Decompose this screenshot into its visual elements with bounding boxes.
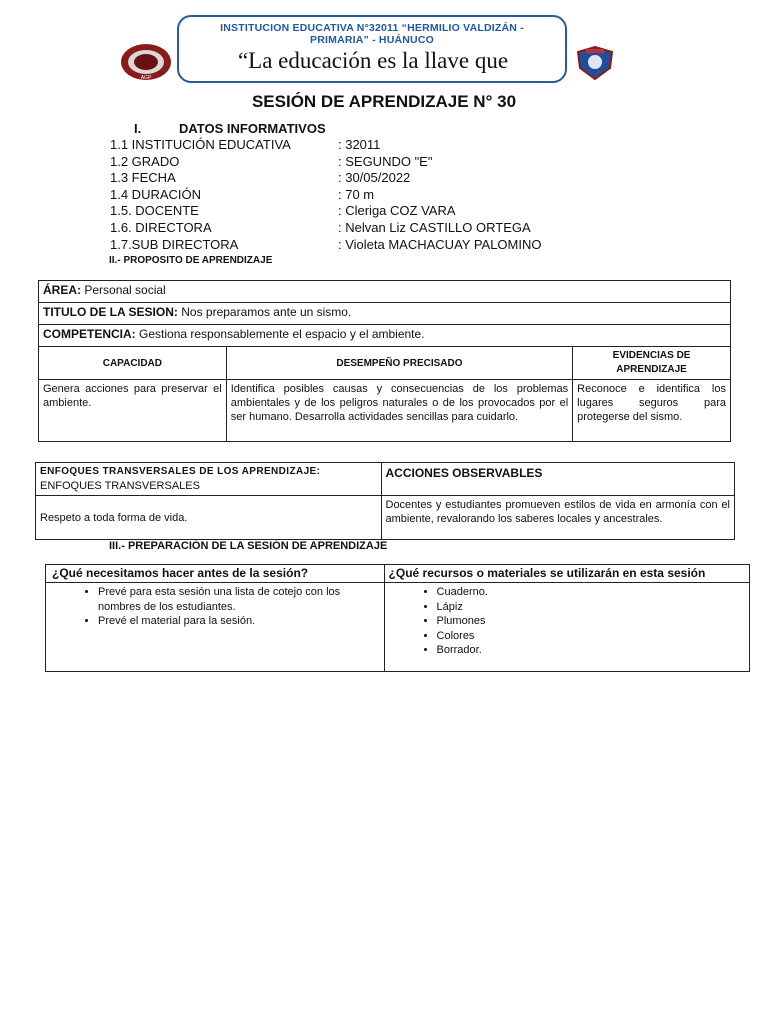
datos-value-3: : 30/05/2022 — [338, 170, 411, 186]
competencia-value: Gestiona responsablemente el espacio y el ambiente. — [139, 327, 425, 341]
enfoques-col1-line1: ENFOQUES TRANSVERSALES DE LOS APRENDIZAJE: — [40, 466, 321, 477]
competencia-label: COMPETENCIA: — [43, 327, 136, 341]
datos-value-5: : Cleriga COZ VARA — [338, 203, 456, 219]
left-school-logo — [120, 42, 172, 87]
area-value: Personal social — [84, 283, 166, 297]
datos-label-5: 1.5. DOCENTE — [110, 203, 199, 219]
antes-cell — [46, 583, 385, 672]
enfoques-col1-header — [36, 463, 382, 496]
titulo-row — [39, 303, 731, 325]
recurso-item: • Lápiz — [437, 600, 745, 615]
recursos-list — [385, 585, 745, 658]
datos-value-7: : Violeta MACHACUAY PALOMINO — [338, 236, 542, 252]
recurso-item: • Cuaderno. — [437, 585, 745, 600]
svg-text:AGP: AGP — [140, 75, 152, 81]
enfoques-col2-header: ACCIONES OBSERVABLES — [381, 463, 735, 496]
datos-label-2: 1.2 GRADO — [110, 153, 180, 169]
accion-cell: Docentes y estudiantes promueven estilos de vida en armonía con el ambiente, revalorando los saberes locales y ancestrales. — [381, 496, 735, 540]
recurso-item: • Colores — [437, 629, 745, 644]
preparacion-col2-header: ¿Qué recursos o materiales se utilizarán en esta sesión — [384, 565, 749, 583]
col-evidencias: EVIDENCIAS DE APRENDIZAJE — [573, 347, 731, 380]
capacidad-cell: Genera acciones para preservar el ambiente. — [39, 380, 227, 442]
recursos-cell — [384, 583, 749, 672]
datos-label-1: 1.1 INSTITUCIÓN EDUCATIVA — [110, 137, 291, 152]
datos-value-4: : 70 m — [338, 186, 375, 202]
datos-values — [338, 137, 542, 253]
area-row — [39, 281, 731, 303]
proposito-heading: II.- PROPOSITO DE APRENDIZAJE — [109, 255, 273, 266]
evidencias-cell: Reconoce e identifica los lugares seguros para protegerse del sismo. — [573, 380, 731, 442]
recurso-item: • Borrador. — [437, 643, 745, 658]
col-desempeno: DESEMPEÑO PRECISADO — [226, 347, 572, 380]
antes-item: • Prevé el material para la sesión. — [98, 614, 380, 629]
datos-value-6: : Nelvan Liz CASTILLO ORTEGA — [338, 219, 531, 235]
antes-item: • Prevé para esta sesión una lista de cotejo con los nombres de los estudiantes. — [98, 585, 380, 614]
school-name-line-2: PRIMARIA” - HUÁNUCO — [310, 34, 434, 46]
right-school-logo — [576, 46, 614, 85]
enfoques-col1-line2: ENFOQUES TRANSVERSALES — [40, 480, 200, 492]
proposito-table — [38, 280, 731, 442]
enfoque-cell: Respeto a toda forma de vida. — [36, 496, 382, 540]
datos-label-7: 1.7.SUB DIRECTORA — [110, 236, 239, 252]
preparacion-table — [45, 564, 750, 672]
datos-label-3: 1.3 FECHA — [110, 170, 176, 186]
datos-list — [110, 137, 291, 253]
preparacion-heading: III.- PREPARACIÓN DE LA SESIÓN DE APRENDIZAJE — [109, 540, 388, 552]
datos-value-2: : SEGUNDO "E" — [338, 153, 433, 169]
competencia-row — [39, 325, 731, 347]
datos-value-1: : 32011 — [338, 137, 381, 152]
preparacion-col1-header: ¿Qué necesitamos hacer antes de la sesión? — [46, 565, 385, 583]
antes-list — [46, 585, 380, 629]
titulo-label: TITULO DE LA SESION: — [43, 305, 178, 319]
enfoques-table — [35, 462, 735, 540]
col-capacidad: CAPACIDAD — [39, 347, 227, 380]
datos-heading: DATOS INFORMATIVOS — [179, 121, 326, 136]
datos-label-4: 1.4 DURACIÓN — [110, 186, 202, 202]
recurso-item: • Plumones — [437, 614, 745, 629]
datos-numeral: I. — [134, 121, 142, 136]
desempeno-cell: Identifica posibles causas y consecuencias de los problemas ambientales y de los peligros naturales o de los provocados por el ser humano. Desarrolla actividades sencillas para cuidarlo. — [226, 380, 572, 442]
area-label: ÁREA: — [43, 283, 81, 297]
datos-label-6: 1.6. DIRECTORA — [110, 219, 212, 235]
school-name-line-1: INSTITUCION EDUCATIVA N°32011 “HERMILIO VALDIZÁN - — [220, 22, 524, 34]
session-title: SESIÓN DE APRENDIZAJE N° 30 — [251, 92, 517, 111]
school-name — [200, 22, 544, 46]
school-motto: “La educación es la llave que — [237, 48, 509, 73]
titulo-value: Nos preparamos ante un sismo. — [181, 305, 352, 319]
